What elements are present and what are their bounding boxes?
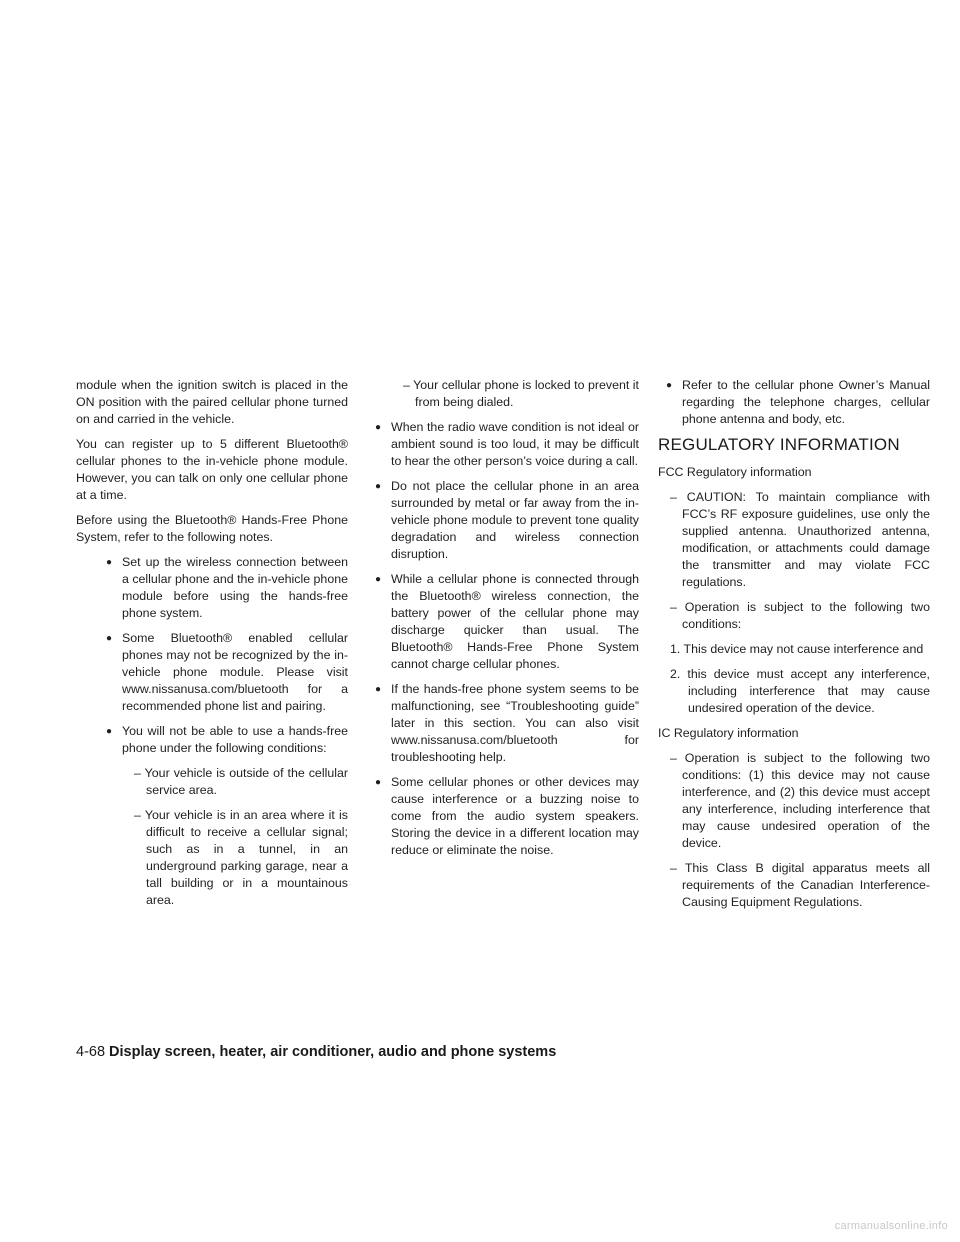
- dash-item: – Operation is subject to the following two conditions: (1) this device may not cause interference, and (2) this device must accept any interference, including interference that may cause undesired operation of the device.: [670, 751, 930, 850]
- bullet-icon: ●: [375, 481, 382, 492]
- chapter-title: Display screen, heater, air conditioner, audio and phone systems: [109, 1044, 557, 1060]
- bullet-item: ● While a cellular phone is connected through the Bluetooth® wireless connection, the battery power of the cellular phone may discharge quicker than usual. The Bluetooth® Hands-Free Phone System cannot charge cellular phones.: [375, 572, 639, 671]
- bullet-icon: ●: [106, 557, 113, 568]
- notes-list: [76, 554, 348, 909]
- paragraph: Before using the Bluetooth® Hands-Free Phone System, refer to the following notes.: [76, 513, 348, 544]
- dash-item: – This Class B digital apparatus meets all requirements of the Canadian Interference-Causing Equipment Regulations.: [670, 861, 930, 909]
- section-heading: REGULATORY INFORMATION: [658, 435, 900, 454]
- bullet-icon: ●: [375, 684, 382, 695]
- bullet-item: ● Do not place the cellular phone in an area surrounded by metal or far away from the in-vehicle phone module to prevent tone quality degradation and wireless connection disruption.: [375, 479, 639, 561]
- bullet-icon: ●: [375, 777, 382, 788]
- bullet-item: ● If the hands-free phone system seems to be malfunctioning, see “Troubleshooting guide” later in this section. You can also visit www.nissanusa.com/bluetooth for troubleshooting help.: [375, 682, 639, 764]
- column-1: [76, 377, 348, 917]
- bullet-icon: ●: [666, 380, 673, 391]
- paragraph: module when the ignition switch is placed in the ON position with the paired cellular phone turned on and carried in the vehicle.: [76, 378, 348, 426]
- bullet-icon: ●: [375, 574, 382, 585]
- numbered-item: 1. This device may not cause interference and: [670, 642, 924, 656]
- bullet-item: ● Some Bluetooth® enabled cellular phones may not be recognized by the in-vehicle phone module. Please visit www.nissanusa.com/bluetooth for a recommended phone list and pairing.: [106, 631, 348, 713]
- subheading: FCC Regulatory information: [658, 465, 812, 479]
- dash-item: – Operation is subject to the following two conditions:: [670, 600, 930, 631]
- dash-item: – CAUTION: To maintain compliance with FCC’s RF exposure guidelines, use only the supplied antenna. Unauthorized antenna, modification, or attachments could damage the transmitter and may violate FCC regulations.: [670, 490, 930, 589]
- bullet-item: ● When the radio wave condition is not ideal or ambient sound is too loud, it may be difficult to hear the other person’s voice during a call.: [375, 420, 639, 468]
- subheading: IC Regulatory information: [658, 726, 799, 740]
- page-number: 4-68: [76, 1044, 106, 1060]
- dash-item: – Your vehicle is outside of the cellular service area.: [134, 766, 348, 797]
- dash-item: – Your cellular phone is locked to prevent it from being dialed.: [403, 378, 639, 409]
- watermark: carmanualsonline.info: [834, 1220, 948, 1232]
- bullet-item: ● Some cellular phones or other devices may cause interference or a buzzing noise to come from the audio system speakers. Storing the device in a different location may reduce or eliminate the noise.: [375, 775, 639, 857]
- paragraph: You can register up to 5 different Bluetooth® cellular phones to the in-vehicle phone module. However, you can talk on only one cellular phone at a time.: [76, 437, 348, 502]
- bullet-icon: ●: [106, 633, 113, 644]
- column-2: [367, 377, 639, 867]
- bullet-item: ● Refer to the cellular phone Owner’s Manual regarding the telephone charges, cellular phone antenna and body, etc.: [666, 378, 930, 426]
- page-footer: [76, 1044, 556, 1060]
- dash-item: – Your vehicle is in an area where it is difficult to receive a cellular signal; such as in a tunnel, in an underground parking garage, near a tall building or in a mountainous area.: [134, 808, 348, 907]
- bullet-item: ● You will not be able to use a hands-free phone under the following conditions:: [106, 724, 348, 755]
- bullet-icon: ●: [106, 726, 113, 737]
- column-3: [658, 377, 930, 919]
- numbered-item: 2. this device must accept any interference, including interference that may cause undesired operation of the device.: [670, 667, 930, 715]
- bullet-item: ● Set up the wireless connection between a cellular phone and the in-vehicle phone module before using the hands-free phone system.: [106, 555, 348, 620]
- bullet-icon: ●: [375, 422, 382, 433]
